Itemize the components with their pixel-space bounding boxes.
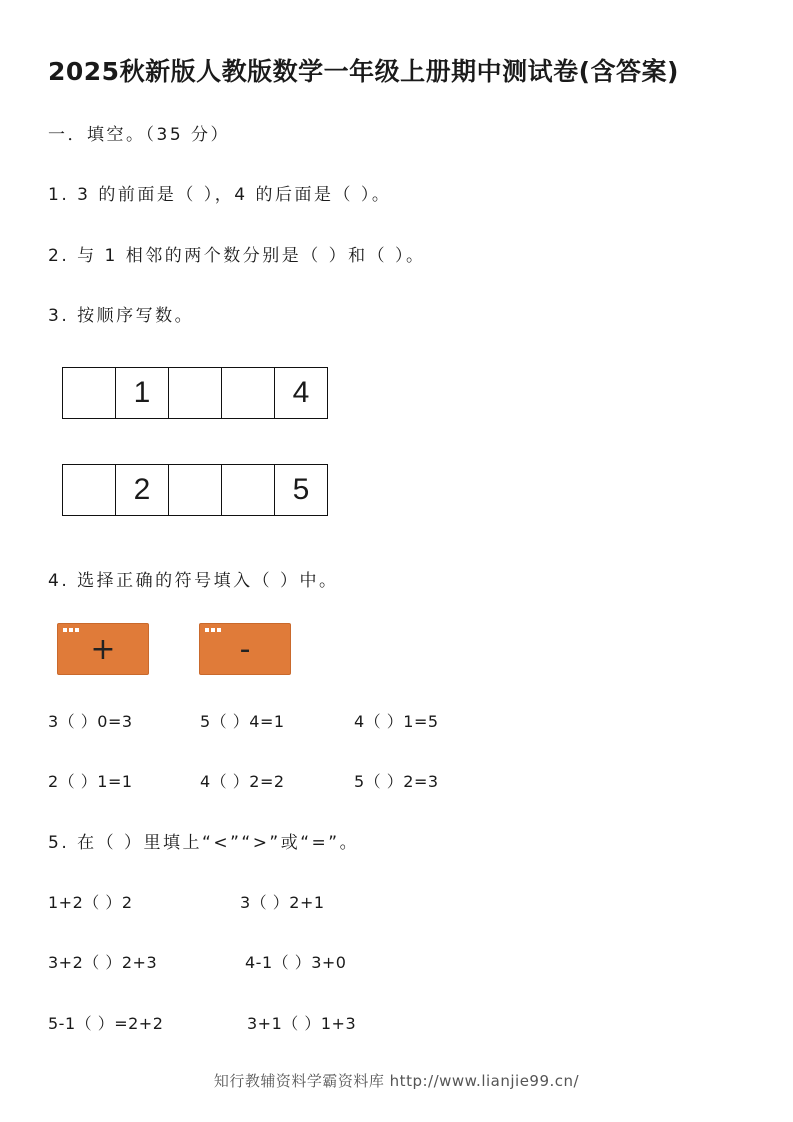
q4-expr: 2（ ）1=1 [48,772,133,791]
plus-symbol: + [90,631,116,667]
grid-cell [63,368,116,418]
q5-expr: 3+1（ ）1+3 [247,1014,357,1033]
question-1: 1. 3 的前面是（ ），4 的后面是（ ）。 [48,185,392,205]
question-4: 4. 选择正确的符号填入（ ）中。 [48,571,339,591]
grid-cell [222,368,275,418]
minus-symbol-card [199,623,291,675]
grid-cell: 5 [292,473,310,506]
card-dots-icon [205,628,221,632]
grid-cell [63,465,116,515]
q4-expr: 5（ ）2=3 [354,772,439,791]
number-sequence-grid-2 [62,464,328,516]
grid-cell [169,368,222,418]
footer-watermark: 知行教辅资料学霸资料库 http://www.lianjie99.cn/ [213,1072,580,1090]
q4-expr: 4（ ）2=2 [200,772,285,791]
grid-cell [222,465,275,515]
q5-expr: 1+2（ ）2 [48,893,133,912]
section-heading-fill-blank: 一．填空。（35 分） [48,125,231,145]
grid-cell: 1 [116,368,169,418]
q5-expr: 3（ ）2+1 [240,893,325,912]
q4-expr: 3（ ）0=3 [48,712,133,731]
number-sequence-grid-1 [62,367,328,419]
minus-symbol: - [239,631,251,667]
card-dots-icon [63,628,79,632]
q4-expr: 4（ ）1=5 [354,712,439,731]
question-5: 5. 在（ ）里填上“<”“>”或“=”。 [48,833,360,853]
q5-expr: 5-1（ ）=2+2 [48,1014,164,1033]
grid-cell [169,465,222,515]
question-2: 2. 与 1 相邻的两个数分别是（ ）和（ ）。 [48,246,426,266]
grid-cell: 2 [116,465,169,515]
q4-expr: 5（ ）4=1 [200,712,285,731]
question-3: 3. 按顺序写数。 [48,306,195,326]
q5-expr: 3+2（ ）2+3 [48,953,158,972]
grid-cell: 4 [292,376,310,409]
page-title: 2025秋新版人教版数学一年级上册期中测试卷(含答案) [48,57,679,86]
q5-expr: 4-1（ ）3+0 [245,953,347,972]
plus-symbol-card [57,623,149,675]
